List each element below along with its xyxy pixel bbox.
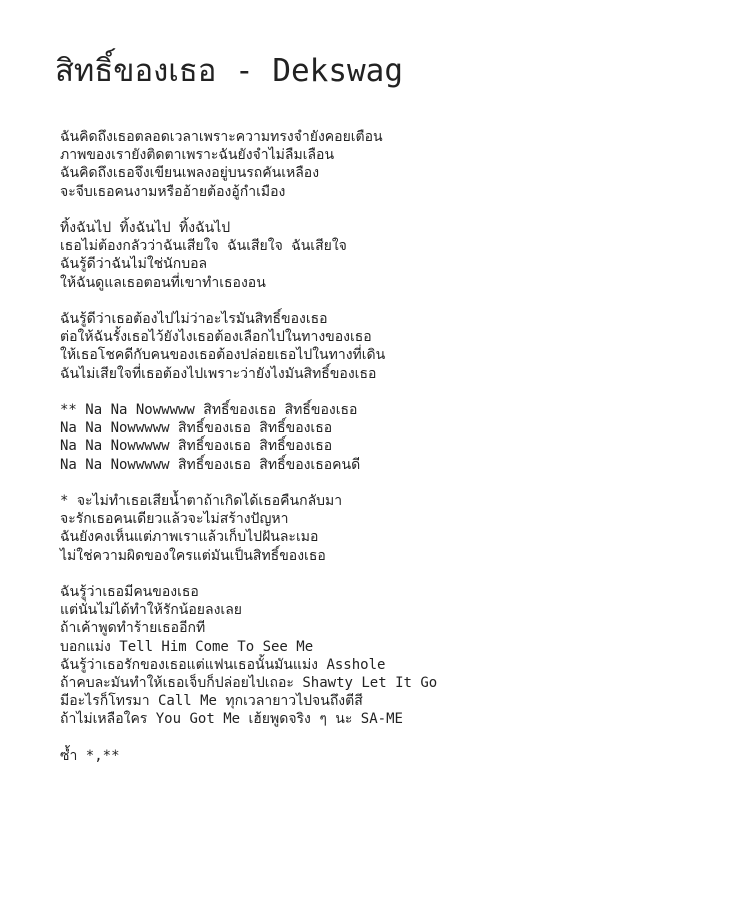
stanza <box>60 219 740 292</box>
song-title: สิทธิ์ของเธอ - Dekswag <box>55 53 403 89</box>
stanza <box>60 583 740 729</box>
lyric-line: Na Na Nowwwww สิทธิ์ของเธอ สิทธิ์ของเธอ <box>60 438 333 455</box>
lyric-line: ให้ฉันดูแลเธอตอนที่เขาทำเธองอน <box>60 274 266 291</box>
lyric-line: ภาพของเรายังติดตาเพราะฉันยังจำไม่ลืมเลือน <box>60 147 335 164</box>
lyric-line: จะจีบเธอคนงามหรืออ้ายต้องอู้กำเมือง <box>60 183 286 200</box>
lyric-line: ** Na Na Nowwwww สิทธิ์ของเธอ สิทธิ์ของเธอ <box>60 402 358 418</box>
lyric-line: Na Na Nowwwww สิทธิ์ของเธอ สิทธิ์ของเธอ <box>60 420 333 437</box>
lyric-line: * จะไม่ทำเธอเสียน้ำตาถ้าเกิดได้เธอคืนกลับมา <box>60 493 343 509</box>
lyric-line: ฉันคิดถึงเธอตลอดเวลาเพราะความทรงจำยังคอยเตือน <box>60 129 383 145</box>
lyric-line: ซ้ำ *,** <box>60 747 120 764</box>
lyric-line: ฉันไม่เสียใจที่เธอต้องไปเพราะว่ายังไงมันสิทธิ์ของเธอ <box>60 365 377 382</box>
lyric-line: ต่อให้ฉันรั้งเธอไว้ยังไงเธอต้องเลือกไปในทางของเธอ <box>60 329 372 346</box>
lyric-line: จะรักเธอคนเดียวแล้วจะไม่สร้างปัญหา <box>60 511 289 528</box>
lyric-line: เธอไม่ต้องกลัวว่าฉันเสียใจ ฉันเสียใจ ฉันเสียใจ <box>60 238 347 255</box>
lyrics-body <box>60 128 740 783</box>
lyric-line: ถ้าไม่เหลือใคร You Got Me เฮ้ยพูดจริง ๆ นะ SA-ME <box>60 711 403 728</box>
lyric-line: ทิ้งฉันไป ทิ้งฉันไป ทิ้งฉันไป <box>60 220 231 236</box>
lyric-line: ฉันยังคงเห็นแต่ภาพเราแล้วเก็บไปฝันละเมอ <box>60 529 319 546</box>
stanza <box>60 492 740 565</box>
stanza <box>60 747 740 765</box>
lyric-line: บอกแม่ง Tell Him Come To See Me <box>60 638 314 655</box>
lyric-line: ฉันรู้ว่าเธอรักของเธอแต่แฟนเธอนั้นมันแม่ง Asshole <box>60 656 386 673</box>
lyric-line: ถ้าคบละมันทำให้เธอเจ็บก็ปล่อยไปเถอะ Shawty Let It Go <box>60 675 438 692</box>
lyric-line: Na Na Nowwwww สิทธิ์ของเธอ สิทธิ์ของเธอคนดี <box>60 456 361 473</box>
lyric-line: มีอะไรก็โทรมา Call Me ทุกเวลายาวไปจนถึงตีสี <box>60 693 363 710</box>
lyric-line: แต่นั่นไม่ได้ทำให้รักน้อยลงเลย <box>60 602 242 619</box>
lyric-line: ฉันคิดถึงเธอจึงเขียนเพลงอยู่บนรถคันเหลือง <box>60 165 320 182</box>
lyric-line: ฉันรู้ว่าเธอมีคนของเธอ <box>60 584 199 600</box>
lyric-line: ฉันรู้ดีว่าเธอต้องไปไม่ว่าอะไรมันสิทธิ์ของเธอ <box>60 311 328 327</box>
stanza <box>60 310 740 383</box>
lyric-line: ฉันรู้ดีว่าฉันไม่ใช่นักบอล <box>60 256 208 273</box>
lyric-line: ถ้าเค้าพูดทำร้ายเธออีกที <box>60 620 206 637</box>
lyric-line: ให้เธอโชคดีกับคนของเธอต้องปล่อยเธอไปในทางที่เดิน <box>60 347 386 364</box>
lyric-line: ไม่ใช่ความผิดของใครแต่มันเป็นสิทธิ์ของเธอ <box>60 547 326 564</box>
stanza <box>60 401 740 474</box>
stanza <box>60 128 740 201</box>
